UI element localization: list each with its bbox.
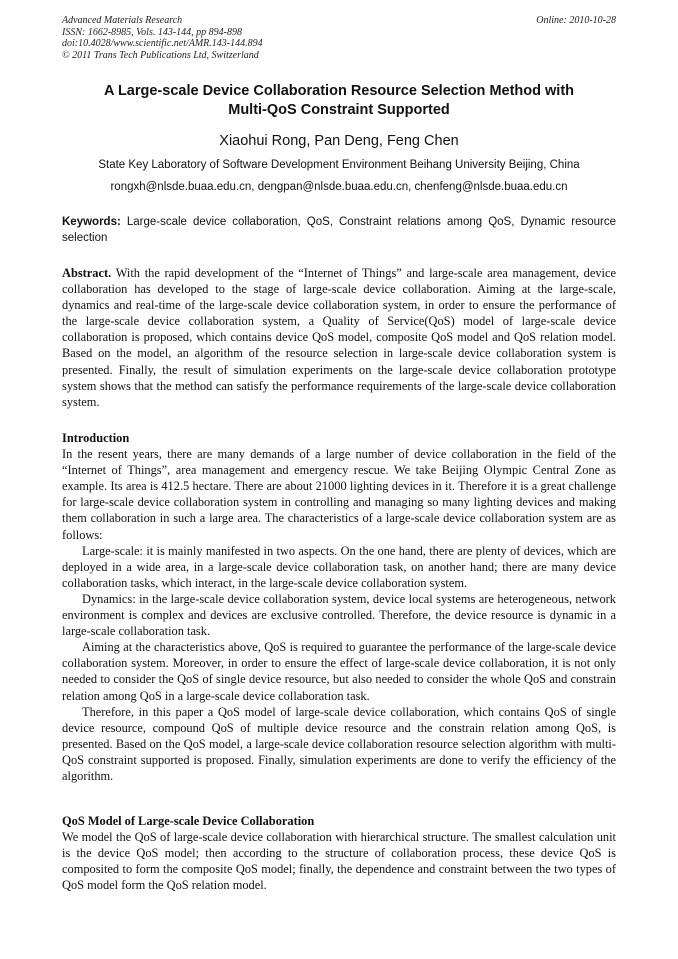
doi-line: doi:10.4028/www.scientific.net/AMR.143-144.894 [62,38,263,49]
abstract-label: Abstract. [62,266,112,280]
intro-paragraph-2: Large-scale: it is mainly manifested in two aspects. On the one hand, there are plenty of devices, which are deployed in a wide area, in a large-scale device collaboration task, on another hand; there are many device collaboration tasks, which interact, in the large-scale device collaboration system. [62,543,616,590]
intro-paragraph-1: In the resent years, there are many demands of a large number of device collaboration in the field of the “Internet of Things”, area management and emergency rescue. We take Beijing Olympic Central Zone as example. Its area is 412.5 hectare. There are about 21000 lighting devices in it. Therefore it is a great challenge for large-scale device collaboration system in controlling and managing so many lighting devices and making them collaboration in such a large area. The characteristics of a large-scale device collaboration system are as follows: [62,447,616,542]
intro-paragraph-3: Dynamics: in the large-scale device collaboration system, device local systems are heterogeneous, network environment is complex and devices are exclusive controlled. Therefore, the device resource is dynamic in a large-scale collaboration task. [62,591,616,639]
journal-name: Advanced Materials Research [62,15,183,26]
issn-line: ISSN: 1662-8985, Vols. 143-144, pp 894-898 [62,26,242,38]
author-emails: rongxh@nlsde.buaa.edu.cn, dengpan@nlsde.buaa.edu.cn, chenfeng@nlsde.buaa.edu.cn [110,181,568,193]
title-line-1: A Large-scale Device Collaboration Resource Selection Method with [103,83,575,99]
affiliation: State Key Laboratory of Software Development Environment Beihang University Beijing, China [98,159,580,171]
qos-model-heading: QoS Model of Large-scale Device Collaboration [62,814,315,828]
title-line-2: Multi-QoS Constraint Supported [228,102,450,118]
keywords [62,214,616,246]
qos-model-section [62,813,616,893]
authors: Xiaohui Rong, Pan Deng, Feng Chen [219,133,459,149]
intro-paragraph-5: Therefore, in this paper a QoS model of large-scale device collaboration, which contains QoS of single device resource, compound QoS of multiple device resource and the constrain relation among QoS, is presented. Based on the QoS model, a large-scale device collaboration resource selection algorithm with multi-QoS constraint supported is proposed. Finally, simulation experiments are done to verify the efficiency of the algorithm. [62,704,616,783]
intro-paragraph-4: Aiming at the characteristics above, QoS is required to guarantee the performance of the large-scale device collaboration system. Moreover, in order to ensure the effect of large-scale device collaboration, it is not only needed to consider the QoS of single device resource, but also needed to consider the whole QoS and constrain relation among QoS in a large-scale device collaboration task. [62,640,616,703]
copyright-line: © 2011 Trans Tech Publications Ltd, Switzerland [62,49,259,61]
qos-model-paragraph-1: We model the QoS of large-scale device collaboration with hierarchical structure. The smallest calculation unit is the device QoS model; then according to the structure of collaboration process, these device QoS is composited to form the composite QoS model; finally, the dependence and constraint between the two types of QoS model form the QoS relation model. [62,830,616,893]
keywords-text: Large-scale device collaboration, QoS, Constraint relations among QoS, Dynamic resource selection [62,216,616,244]
introduction-section [62,430,616,784]
abstract [62,265,616,410]
paper-title [62,82,616,120]
journal-header [62,15,616,61]
introduction-heading: Introduction [62,431,130,445]
keywords-label: Keywords: [62,216,121,228]
abstract-text: With the rapid development of the “Internet of Things” and large-scale area management, device collaboration has developed to the stage of large-scale device collaboration. Aiming at the large-scale, dynamics and real-time of the large-scale device collaboration system, in order to ensure the performance of the large-scale device collaboration system, a Quality of Service(QoS) model of large-scale device collaboration is proposed, which contains device QoS model, composite QoS model and QoS relation model. Based on the model, an algorithm of the resource selection in large-scale device collaboration system is presented. Finally, the result of simulation experiments on the large-scale device collaboration prototype system shows that the method can satisfy the performance requirements of the large-scale device collaboration system. [62,266,616,409]
online-date: Online: 2010-10-28 [536,15,616,26]
